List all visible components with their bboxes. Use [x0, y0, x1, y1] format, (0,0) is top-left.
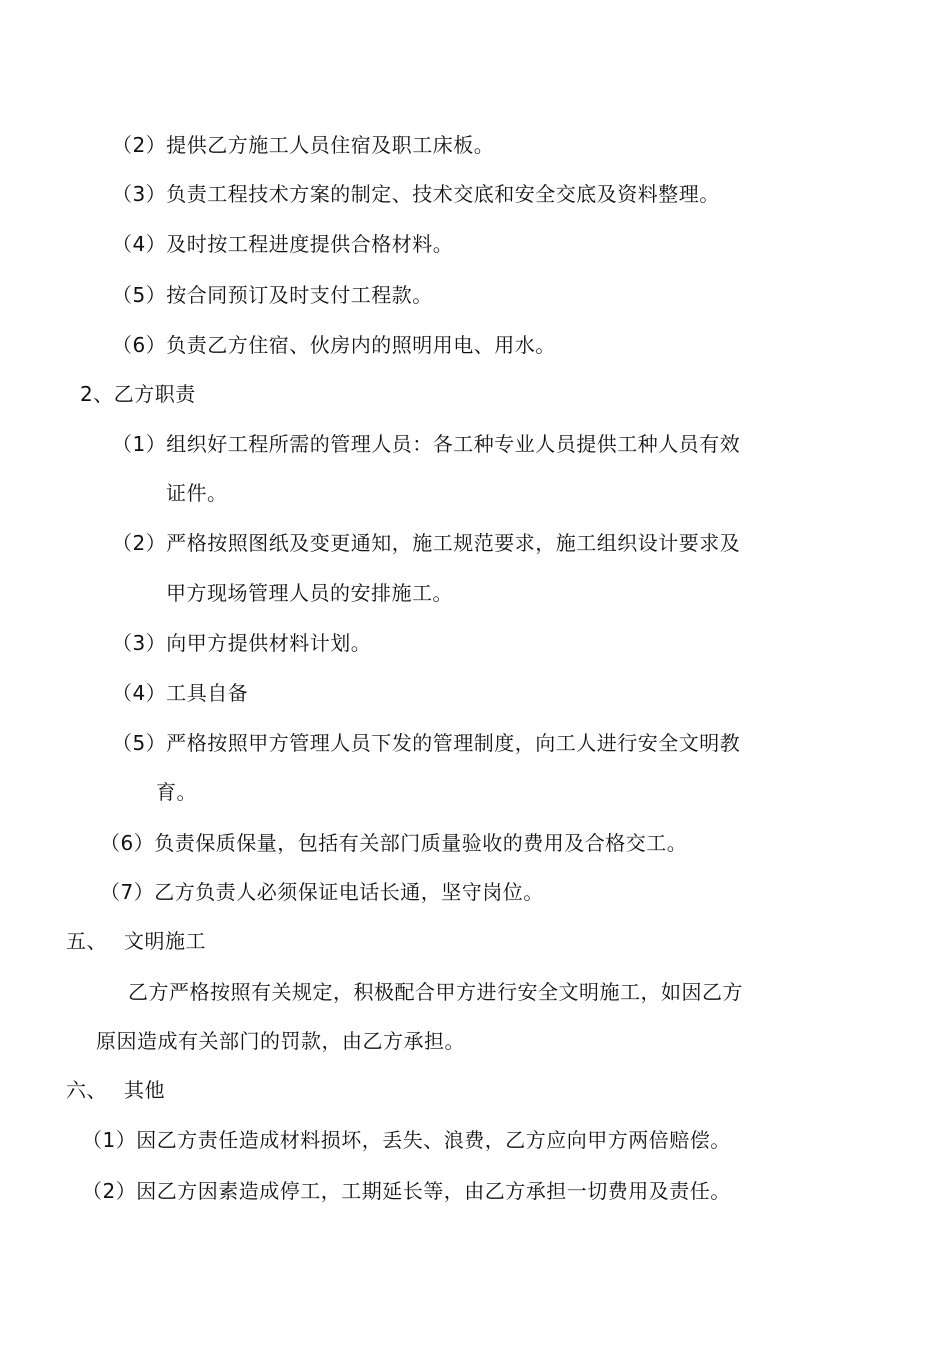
- section-5-heading: [66, 927, 206, 955]
- party-b-duty-5-line-1: （5）严格按照甲方管理人员下发的管理制度，向工人进行安全文明教: [112, 731, 741, 755]
- party-b-duty-3: （3）向甲方提供材料计划。: [112, 631, 372, 655]
- section-5-paragraph-line-2: 原因造成有关部门的罚款，由乙方承担。: [96, 1029, 465, 1053]
- section-6-title: 其他: [124, 1078, 165, 1102]
- section-6-item-1: （1）因乙方责任造成材料损坏，丢失、浪费，乙方应向甲方两倍赔偿。: [82, 1128, 731, 1152]
- party-b-duty-6: （6）负责保质保量，包括有关部门质量验收的费用及合格交工。: [100, 831, 688, 855]
- section-6-heading: [66, 1076, 165, 1104]
- party-b-duty-1-line-2: 证件。: [166, 481, 228, 505]
- party-b-duty-4: （4）工具自备: [112, 681, 249, 705]
- section-6-number: 六、: [66, 1078, 107, 1102]
- section-5-title: 文明施工: [124, 929, 206, 953]
- section-6-item-2: （2）因乙方因素造成停工，工期延长等，由乙方承担一切费用及责任。: [82, 1179, 731, 1203]
- party-a-duty-2: （2）提供乙方施工人员住宿及职工床板。: [112, 133, 495, 157]
- section-2-title: 2、乙方职责: [80, 382, 196, 406]
- section-5-number: 五、: [66, 929, 107, 953]
- party-b-duty-5-line-2: 育。: [156, 780, 197, 804]
- section-5-paragraph-line-1: 乙方严格按照有关规定，积极配合甲方进行安全文明施工，如因乙方: [128, 980, 743, 1004]
- party-a-duty-4: （4）及时按工程进度提供合格材料。: [112, 232, 454, 256]
- party-b-duty-1-line-1: （1）组织好工程所需的管理人员：各工种专业人员提供工种人员有效: [112, 432, 741, 456]
- party-b-duty-2-line-2: 甲方现场管理人员的安排施工。: [166, 581, 453, 605]
- party-b-duty-2-line-1: （2）严格按照图纸及变更通知，施工规范要求，施工组织设计要求及: [112, 531, 741, 555]
- party-a-duty-5: （5）按合同预订及时支付工程款。: [112, 283, 433, 307]
- party-a-duty-6: （6）负责乙方住宿、伙房内的照明用电、用水。: [112, 333, 556, 357]
- party-b-duty-7: （7）乙方负责人必须保证电话长通，坚守岗位。: [100, 880, 544, 904]
- party-a-duty-3: （3）负责工程技术方案的制定、技术交底和安全交底及资料整理。: [112, 182, 720, 206]
